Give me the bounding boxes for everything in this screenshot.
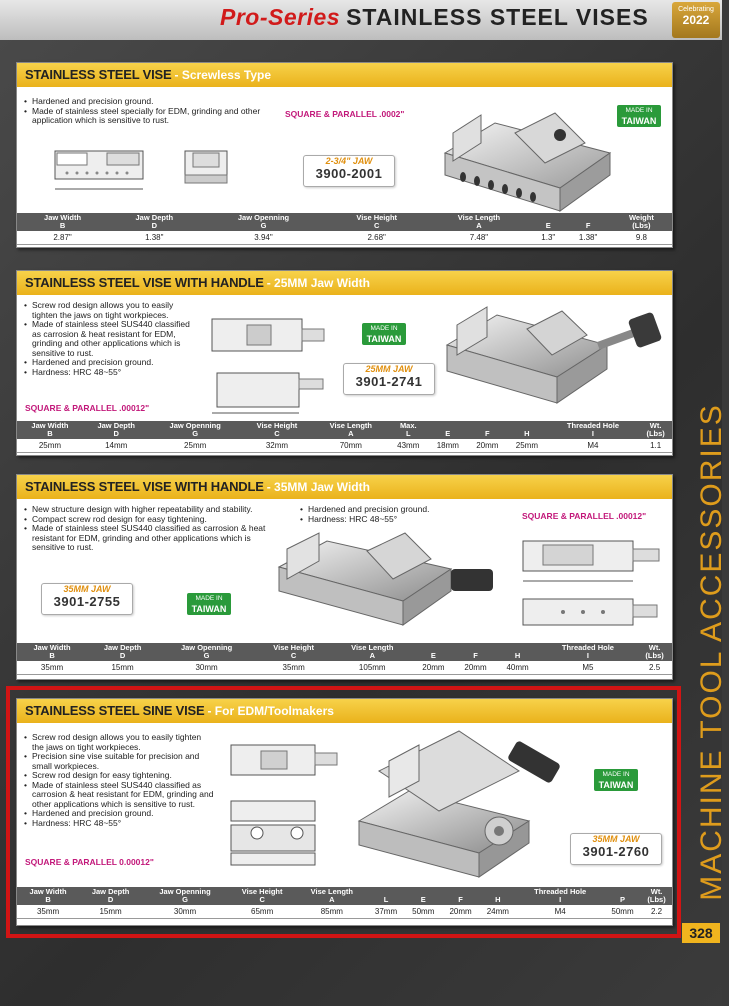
- table-cell: 20mm: [412, 661, 454, 675]
- feature-item: • Made of stainless steel SUS440 classified as carrosion & heat resistant for EDM, grinding and other applications which is sensitive to rust.: [23, 524, 273, 553]
- feature-list: [23, 505, 273, 553]
- taiwan-label: TAIWAN: [598, 780, 634, 790]
- column-header: Wt. (Lbs): [637, 643, 672, 661]
- section-vise-handle-35mm: [16, 474, 673, 680]
- table-cell: 20mm: [468, 439, 508, 453]
- column-header: F: [442, 887, 479, 905]
- table-cell: 2.68": [327, 231, 427, 245]
- table-cell: 24mm: [479, 905, 516, 919]
- section-screwless-vise: [16, 62, 673, 248]
- badge-label: Celebrating: [678, 6, 714, 13]
- column-header: Threaded Hole I: [547, 421, 640, 439]
- part-number: 3901-2755: [53, 594, 121, 609]
- dimension-diagram: [45, 139, 245, 197]
- column-header: Weight (Lbs): [611, 213, 672, 231]
- feature-item: • Hardness: HRC 48~55°: [299, 515, 499, 525]
- spec-table: [17, 421, 672, 453]
- feature-item: • Hardness: HRC 48~55°: [23, 368, 201, 378]
- part-number: 3900-2001: [315, 166, 383, 181]
- feature-item: • Hardened and precision ground.: [23, 358, 201, 368]
- column-header: Vise Length A: [296, 887, 367, 905]
- column-header: Jaw Width B: [17, 213, 108, 231]
- page-header: [0, 0, 722, 40]
- table-cell: 20mm: [454, 661, 496, 675]
- table-cell: 1.1: [639, 439, 672, 453]
- celebrating-badge: [672, 2, 720, 38]
- vise-photo: [271, 529, 501, 629]
- feature-item: • Hardened and precision ground.: [23, 97, 273, 107]
- column-header: Jaw Width B: [17, 887, 79, 905]
- dimension-diagram: [207, 301, 337, 421]
- dimension-diagram: [513, 529, 669, 639]
- column-header: Vise Height C: [255, 643, 332, 661]
- column-header: Vise Height C: [228, 887, 296, 905]
- spec-table: [17, 643, 672, 675]
- table-cell: 14mm: [83, 439, 150, 453]
- feature-item: • Made of stainless steel specially for EDM, grinding and other application which is sensitive to rust.: [23, 107, 273, 126]
- column-header: F: [468, 421, 508, 439]
- section-subtitle: - 25MM Jaw Width: [266, 276, 370, 290]
- column-header: H: [479, 887, 516, 905]
- table-cell: M4: [516, 905, 603, 919]
- vise-photo: [437, 295, 667, 415]
- table-cell: 20mm: [442, 905, 479, 919]
- table-row: [17, 231, 672, 245]
- section-title: [17, 63, 672, 87]
- side-banner: [682, 380, 728, 920]
- highlight-selection-box: [6, 686, 681, 938]
- table-cell: 30mm: [142, 905, 228, 919]
- column-header: Vise Length A: [332, 643, 412, 661]
- column-header: Threaded Hole I: [516, 887, 603, 905]
- made-in-taiwan-badge: [362, 323, 406, 345]
- table-cell: 7.48": [427, 231, 531, 245]
- side-text: MACHINE TOOL ACCESSORIES: [695, 403, 728, 901]
- column-header: Jaw Width B: [17, 643, 87, 661]
- column-header: E: [412, 643, 454, 661]
- table-cell: 65mm: [228, 905, 296, 919]
- section-title: [17, 271, 672, 295]
- taiwan-label: TAIWAN: [366, 334, 402, 344]
- vise-photo: [435, 93, 615, 211]
- column-header: Jaw Depth D: [87, 643, 158, 661]
- column-header: E: [428, 421, 468, 439]
- table-row: [17, 661, 672, 675]
- table-cell: 43mm: [389, 439, 429, 453]
- square-parallel-spec: SQUARE & PARALLEL .00012": [25, 403, 150, 413]
- table-cell: 40mm: [497, 661, 539, 675]
- section-subtitle: - For EDM/Toolmakers: [207, 704, 334, 718]
- table-cell: 50mm: [604, 905, 641, 919]
- square-parallel-spec: SQUARE & PARALLEL .0002": [285, 109, 405, 119]
- part-number: 3901-2741: [355, 374, 423, 389]
- made-in-label: MADE IN: [625, 107, 653, 114]
- square-parallel-spec: SQUARE & PARALLEL .00012": [522, 511, 647, 521]
- column-header: Jaw Openning G: [200, 213, 326, 231]
- table-cell: 37mm: [367, 905, 404, 919]
- column-header: H: [507, 421, 547, 439]
- column-header: Wt. (Lbs): [639, 421, 672, 439]
- page-title: [220, 4, 649, 31]
- pro-series-label: Pro-Series: [220, 4, 341, 30]
- column-header: Max. L: [389, 421, 429, 439]
- table-cell: M4: [547, 439, 640, 453]
- part-number-box: [343, 363, 435, 395]
- table-cell: 25mm: [150, 439, 241, 453]
- table-cell: 1.38": [108, 231, 200, 245]
- feature-item: • Hardened and precision ground.: [299, 505, 499, 515]
- part-number-box: [303, 155, 395, 187]
- feature-item: • New structure design with higher repeatability and stability.: [23, 505, 273, 515]
- made-in-label: MADE IN: [195, 595, 223, 602]
- table-cell: 1.3": [531, 231, 565, 245]
- column-header: Jaw Depth D: [108, 213, 200, 231]
- column-header: F: [454, 643, 496, 661]
- column-header: Jaw Depth D: [79, 887, 142, 905]
- section-subtitle: - Screwless Type: [174, 68, 271, 82]
- table-cell: 2.5: [637, 661, 672, 675]
- taiwan-label: TAIWAN: [621, 116, 657, 126]
- table-cell: 15mm: [87, 661, 158, 675]
- table-cell: 1.38": [565, 231, 610, 245]
- table-row: [17, 439, 672, 453]
- table-cell: 32mm: [241, 439, 313, 453]
- column-header: H: [497, 643, 539, 661]
- feature-item: • Made of stainless steel SUS440 classified as carrosion & heat resistant for EDM, grinding and other applications which is sensitive to rust.: [23, 781, 215, 810]
- table-cell: 35mm: [17, 661, 87, 675]
- square-parallel-spec: SQUARE & PARALLEL 0.00012": [25, 857, 154, 867]
- table-header-row: [17, 643, 672, 661]
- table-cell: 50mm: [405, 905, 442, 919]
- part-number: 3901-2760: [582, 844, 650, 859]
- section-subtitle: - 35MM Jaw Width: [266, 480, 370, 494]
- feature-item: • Screw rod design allows you to easily tighten the jaws on tight workpieces.: [23, 733, 215, 752]
- jaw-size: 35MM JAW: [592, 834, 640, 844]
- made-in-taiwan-badge: [187, 593, 231, 615]
- badge-year: 2022: [682, 13, 710, 27]
- feature-item: • Hardened and precision ground.: [23, 809, 215, 819]
- feature-list: [23, 97, 273, 126]
- jaw-size: 25MM JAW: [365, 364, 413, 374]
- jaw-size: 2-3/4" JAW: [325, 156, 373, 166]
- table-header-row: [17, 421, 672, 439]
- spec-table: [17, 213, 672, 245]
- section-title: [17, 475, 672, 499]
- column-header: F: [565, 213, 610, 231]
- title-text: STAINLESS STEEL VISES: [346, 4, 649, 30]
- made-in-label: MADE IN: [602, 771, 630, 778]
- part-number-box: [41, 583, 133, 615]
- table-cell: 85mm: [296, 905, 367, 919]
- table-cell: M5: [539, 661, 638, 675]
- feature-list: [23, 301, 201, 377]
- feature-item: • Screw rod design for easy tightening.: [23, 771, 215, 781]
- made-in-taiwan-badge: [617, 105, 661, 127]
- column-header: Vise Length A: [313, 421, 388, 439]
- column-header: E: [405, 887, 442, 905]
- column-header: Jaw Depth D: [83, 421, 150, 439]
- table-cell: 2.2: [641, 905, 672, 919]
- column-header: L: [367, 887, 404, 905]
- column-header: Jaw Openning G: [158, 643, 255, 661]
- taiwan-label: TAIWAN: [191, 604, 227, 614]
- column-header: E: [531, 213, 565, 231]
- column-header: Threaded Hole I: [539, 643, 638, 661]
- section-title-text: STAINLESS STEEL VISE WITH HANDLE: [25, 275, 264, 290]
- feature-item: • Made of stainless steel SUS440 classified as carrosion & heat resistant for EDM, grinding and other applications which is sensitive to rust.: [23, 320, 201, 358]
- column-header: Vise Height C: [241, 421, 313, 439]
- table-cell: 18mm: [428, 439, 468, 453]
- table-cell: 30mm: [158, 661, 255, 675]
- table-cell: 2.87": [17, 231, 108, 245]
- made-in-label: MADE IN: [370, 325, 398, 332]
- column-header: Vise Length A: [427, 213, 531, 231]
- page-number: 328: [682, 923, 720, 943]
- column-header: P: [604, 887, 641, 905]
- feature-item: • Hardness: HRC 48~55°: [23, 819, 215, 829]
- table-cell: 35mm: [255, 661, 332, 675]
- section-title-text: STAINLESS STEEL VISE WITH HANDLE: [25, 479, 264, 494]
- column-header: Jaw Width B: [17, 421, 83, 439]
- table-cell: 15mm: [79, 905, 142, 919]
- table-cell: 105mm: [332, 661, 412, 675]
- section-title-text: STAINLESS STEEL VISE: [25, 67, 172, 82]
- section-vise-handle-25mm: [16, 270, 673, 456]
- jaw-size: 35MM JAW: [63, 584, 111, 594]
- table-header-row: [17, 213, 672, 231]
- feature-item: • Precision sine vise suitable for precision and small workpieces.: [23, 752, 215, 771]
- feature-list-secondary: [299, 505, 499, 524]
- column-header: Jaw Openning G: [150, 421, 241, 439]
- column-header: Jaw Openning G: [142, 887, 228, 905]
- table-cell: 35mm: [17, 905, 79, 919]
- feature-item: • Compact screw rod design for easy tightening.: [23, 515, 273, 525]
- table-cell: 70mm: [313, 439, 388, 453]
- table-cell: 9.8: [611, 231, 672, 245]
- section-title-text: STAINLESS STEEL SINE VISE: [25, 703, 205, 718]
- column-header: Wt. (Lbs): [641, 887, 672, 905]
- feature-item: • Screw rod design allows you to easily tighten the jaws on tight workpieces.: [23, 301, 201, 320]
- table-cell: 3.94": [200, 231, 326, 245]
- table-cell: 25mm: [507, 439, 547, 453]
- table-cell: 25mm: [17, 439, 83, 453]
- column-header: Vise Height C: [327, 213, 427, 231]
